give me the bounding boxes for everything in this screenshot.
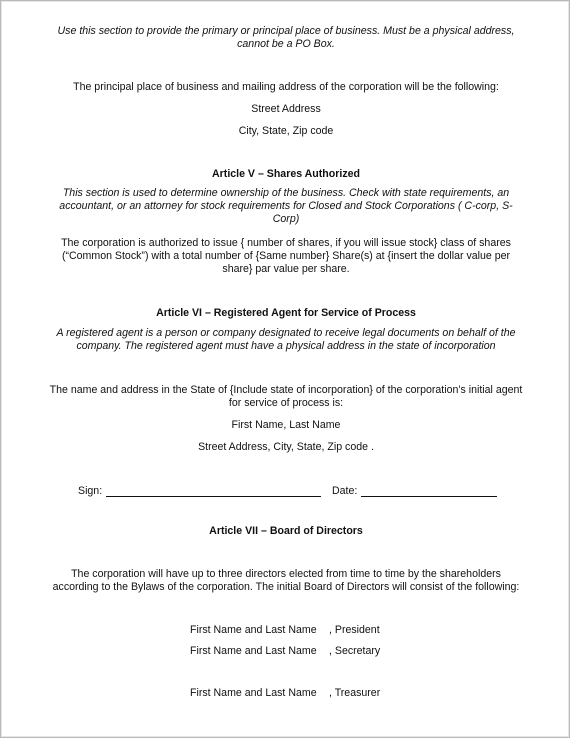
article-vi-heading: Article VI – Registered Agent for Service of Process	[156, 307, 416, 319]
article-v-heading: Article V – Shares Authorized	[212, 168, 360, 180]
article-v-instruction-line-3: Corp)	[272, 213, 300, 225]
sign-label: Sign:	[78, 485, 103, 497]
article-vi-instruction-line-1: A registered agent is a person or company designated to receive legal documents on behalf of the	[56, 327, 516, 339]
article-vii-body-line-1: The corporation will have up to three directors elected from time to time by the shareholders	[71, 568, 501, 580]
principal-statement: The principal place of business and mailing address of the corporation will be the following:	[73, 81, 499, 93]
article-vi-instruction-line-2: company. The registered agent must have a physical address in the state of incorporation	[76, 340, 496, 352]
director-name-3: First Name and Last Name	[190, 687, 317, 699]
sign-line[interactable]	[106, 496, 321, 497]
article-vi-body-line-2: for service of process is:	[228, 397, 344, 409]
article-v-body-line-1: The corporation is authorized to issue { number of shares, if you will issue stock} class of shares	[61, 237, 511, 249]
director-title-president: , President	[329, 624, 380, 636]
principal-street-address: Street Address	[251, 103, 321, 115]
date-line[interactable]	[361, 496, 497, 497]
signature-row	[1, 485, 569, 499]
article-v-instruction-line-2: accountant, or an attorney for stock requirements for Closed and Stock Corporations ( C-corp, S-	[59, 200, 513, 212]
principal-city-state-zip: City, State, Zip code	[238, 125, 334, 137]
article-vi-body-line-1: The name and address in the State of {Include state of incorporation} of the corporation’s initial agent	[49, 384, 523, 396]
director-name-1: First Name and Last Name	[190, 624, 317, 636]
agent-address: Street Address, City, State, Zip code .	[198, 441, 374, 453]
article-vii-heading: Article VII – Board of Directors	[209, 525, 363, 537]
principal-instruction-line-2: cannot be a PO Box.	[237, 38, 335, 50]
article-vii-body-line-2: according to the Bylaws of the corporation. The initial Board of Directors will consist of the following:	[52, 581, 520, 593]
article-v-body-line-2: (“Common Stock”) with a total number of {Same number} Share(s) at {insert the dollar value per	[61, 250, 511, 262]
principal-instruction-line-1: Use this section to provide the primary or principal place of business. Must be a physical address,	[57, 25, 515, 37]
director-title-treasurer: , Treasurer	[329, 687, 381, 699]
date-label: Date:	[332, 485, 358, 497]
article-v-instruction-line-1: This section is used to determine ownership of the business. Check with state requirements, an	[62, 187, 510, 199]
director-title-secretary: , Secretary	[329, 645, 381, 657]
agent-name: First Name, Last Name	[231, 419, 341, 431]
director-name-2: First Name and Last Name	[190, 645, 317, 657]
article-v-body-line-3: share} par value per share.	[222, 263, 350, 275]
